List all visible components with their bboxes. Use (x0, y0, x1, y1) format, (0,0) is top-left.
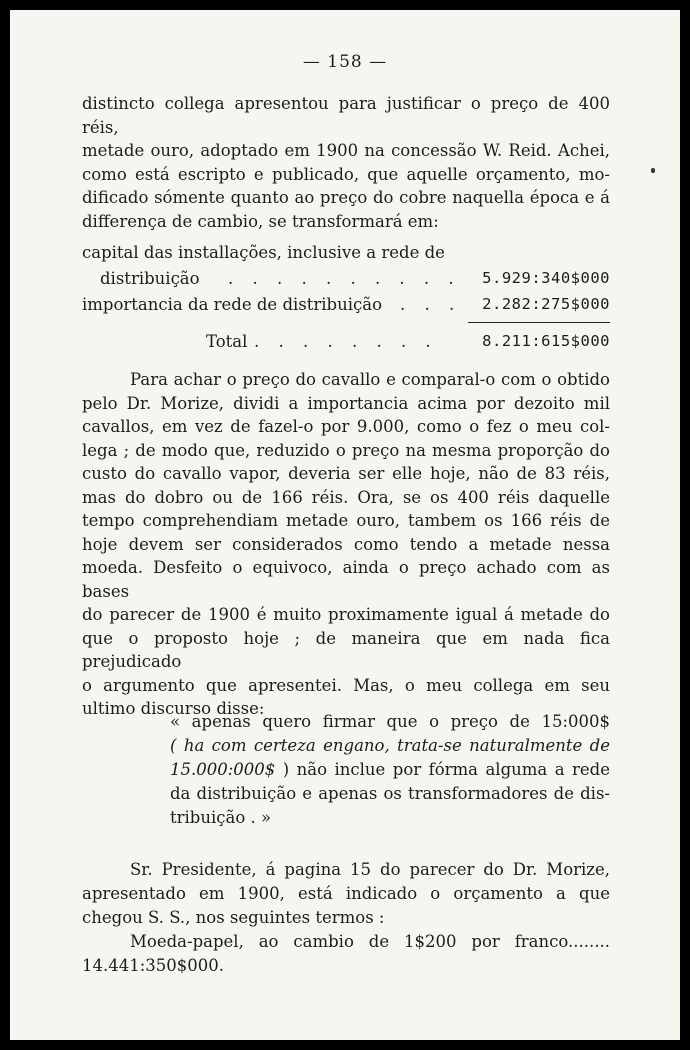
book-page (10, 10, 680, 1040)
row-label: importancia da rede de distribuição (82, 295, 383, 314)
text-line: mas do dobro ou de 166 réis. Ora, se os 400 réis daquelle (82, 487, 610, 507)
text-line: metade ouro, adoptado em 1900 na concessão W. Reid. Achei, (82, 141, 610, 160)
quote-line: tribuição . » (170, 808, 272, 827)
row-amount: 5.929:340$000 (482, 269, 610, 287)
page-number: — 158 — (302, 52, 388, 72)
text-line: lega ; de modo que, reduzido o preço na mesma proporção do (82, 440, 610, 460)
text-line: do parecer de 1900 é muito proximamente igual á metade do (82, 605, 610, 624)
text-line: o argumento que apresentei. Mas, o meu collega em seu (82, 675, 610, 695)
text-line: Sr. Presidente, á pagina 15 do parecer do Dr. Morize, (130, 860, 610, 879)
leader-dots: . . . . . . . . (254, 332, 438, 351)
quote-line (170, 734, 610, 758)
total-amount: 8.211:615$000 (482, 332, 610, 350)
quote-italic: ( ha com certeza engano, trata-se naturalmente de (170, 736, 610, 755)
paragraph-closing (82, 858, 610, 978)
total-label: Total (206, 332, 248, 351)
block-quote (170, 710, 610, 830)
table-row (82, 266, 610, 292)
table-row (82, 292, 610, 318)
budget-table (82, 240, 610, 355)
leader-dots: . . . (400, 295, 462, 314)
text-line: tempo comprehendiam metade ouro, tambem os 166 réis de (82, 511, 610, 530)
text-line: 14.441:350$000. (82, 956, 225, 975)
text-line: chegou S. S., nos seguintes termos : (82, 908, 385, 927)
table-row (82, 240, 610, 266)
quote-line: « apenas quero firmar que o preço de 15:000$ (170, 712, 610, 731)
text-line: dificado sómente quanto ao preço do cobre naquella época e á (82, 188, 610, 207)
text-line: Para achar o preço do cavallo e comparal-o com o obtido (130, 370, 610, 389)
ink-speck (651, 168, 655, 173)
leader-dots: . . . . . . . . . . (228, 269, 461, 288)
sum-rule (468, 322, 610, 323)
text-line: ultimo discurso disse: (82, 699, 265, 718)
text-line: moeda. Desfeito o equivoco, ainda o preço achado com as bases (82, 558, 610, 601)
paragraph-intro (82, 92, 610, 233)
quote-italic: 15.000:000$ (170, 760, 276, 779)
quote-text: ) não inclue por fórma alguma a rede (275, 760, 610, 779)
text-line: differença de cambio, se transformará em: (82, 211, 439, 231)
row-amount: 2.282:275$000 (482, 295, 610, 313)
text-line: como está escripto e publicado, que aquelle orçamento, mo- (82, 164, 610, 184)
text-line: Moeda-papel, ao cambio de 1$200 por franco........ (130, 932, 610, 951)
text-line: pelo Dr. Morize, dividi a importancia acima por dezoito mil (82, 393, 610, 413)
text-line: custo do cavallo vapor, deveria ser elle hoje, não de 83 réis, (82, 464, 610, 483)
text-line: distincto collega apresentou para justificar o preço de 400 réis, (82, 94, 610, 137)
text-line: cavallos, em vez de fazel-o por 9.000, como o fez o meu col- (82, 417, 610, 436)
text-line: apresentado em 1900, está indicado o orçamento a que (82, 884, 610, 903)
quote-line (170, 758, 610, 782)
total-row (82, 329, 610, 355)
text-line: que o proposto hoje ; de maneira que em nada fica prejudicado (82, 628, 610, 671)
quote-line: da distribuição e apenas os transformadores de dis- (170, 784, 610, 803)
row-label: capital das installações, inclusive a rede de (82, 243, 445, 262)
row-label: distribuição (100, 269, 200, 288)
text-line: hoje devem ser considerados como tendo a metade nessa (82, 534, 610, 554)
paragraph-argument (82, 368, 610, 721)
